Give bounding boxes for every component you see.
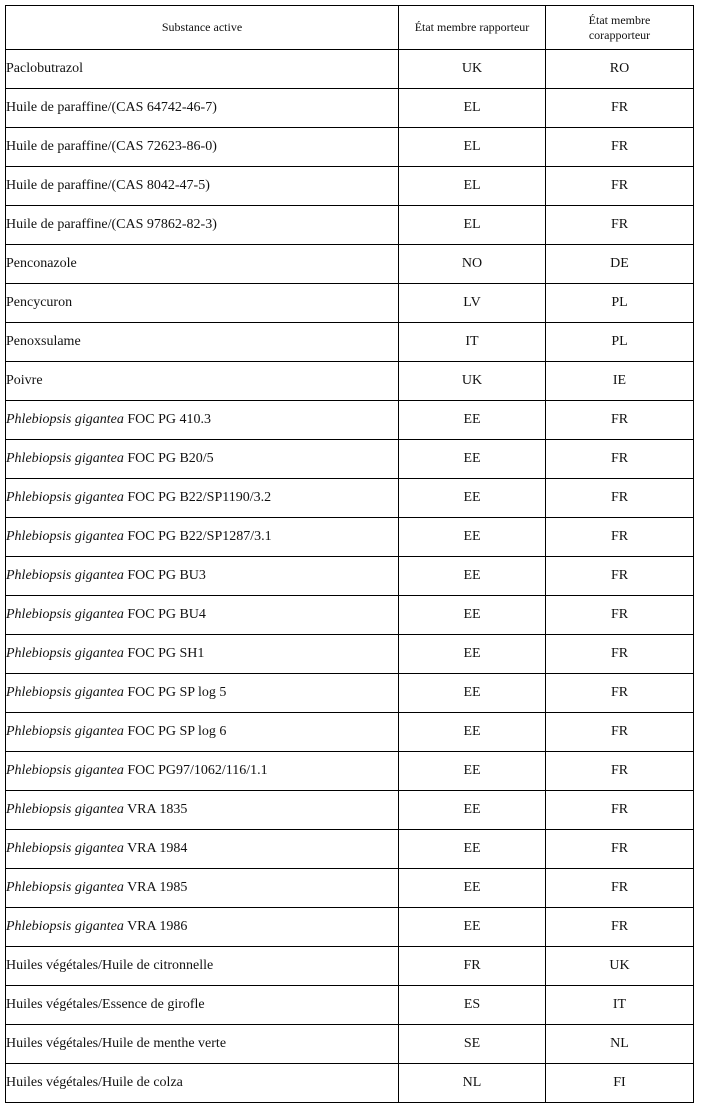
- substance-species: Phlebiopsis gigantea: [6, 802, 124, 817]
- substance-name: Paclobutrazol: [6, 61, 83, 76]
- substance-name: Penoxsulame: [6, 334, 81, 349]
- substance-species: Phlebiopsis gigantea: [6, 529, 124, 544]
- substance-name: Huile de paraffine/(CAS 8042-47-5): [6, 178, 210, 193]
- corapporteur-cell: DE: [546, 245, 694, 284]
- corapporteur-cell: FR: [546, 401, 694, 440]
- corapporteur-cell: FR: [546, 830, 694, 869]
- substance-cell: [6, 245, 399, 284]
- substance-name: Huile de paraffine/(CAS 64742-46-7): [6, 100, 217, 115]
- substance-cell: [6, 596, 399, 635]
- table-row: [6, 713, 694, 752]
- rapporteur-cell: EE: [399, 596, 546, 635]
- table-row: [6, 206, 694, 245]
- substance-cell: [6, 89, 399, 128]
- substance-cell: [6, 1025, 399, 1064]
- rapporteur-cell: IT: [399, 323, 546, 362]
- substance-name: Poivre: [6, 373, 43, 388]
- table-row: [6, 89, 694, 128]
- table-row: [6, 986, 694, 1025]
- corapporteur-cell: PL: [546, 284, 694, 323]
- rapporteur-cell: EL: [399, 89, 546, 128]
- table-row: [6, 362, 694, 401]
- corapporteur-cell: FR: [546, 206, 694, 245]
- table-row: [6, 674, 694, 713]
- substance-name: FOC PG 410.3: [123, 412, 211, 427]
- corapporteur-cell: FR: [546, 752, 694, 791]
- substance-name: Penconazole: [6, 256, 77, 271]
- substance-species: Phlebiopsis gigantea: [6, 763, 124, 778]
- table-row: [6, 947, 694, 986]
- rapporteur-cell: EL: [399, 206, 546, 245]
- header-rapporteur: État membre rapporteur: [399, 6, 546, 50]
- substance-cell: [6, 50, 399, 89]
- table-row: [6, 791, 694, 830]
- table-row: [6, 128, 694, 167]
- substance-species: Phlebiopsis gigantea: [6, 412, 124, 427]
- substance-cell: [6, 986, 399, 1025]
- rapporteur-cell: EE: [399, 908, 546, 947]
- substance-cell: [6, 518, 399, 557]
- rapporteur-cell: FR: [399, 947, 546, 986]
- substance-cell: [6, 323, 399, 362]
- substance-cell: [6, 791, 399, 830]
- rapporteur-cell: EE: [399, 557, 546, 596]
- substance-species: Phlebiopsis gigantea: [6, 607, 124, 622]
- substance-table: [5, 5, 694, 1103]
- corapporteur-cell: FR: [546, 713, 694, 752]
- substance-species: Phlebiopsis gigantea: [6, 451, 124, 466]
- corapporteur-cell: FR: [546, 596, 694, 635]
- substance-cell: [6, 908, 399, 947]
- corapporteur-cell: FI: [546, 1064, 694, 1103]
- table-row: [6, 1064, 694, 1103]
- substance-cell: [6, 284, 399, 323]
- corapporteur-cell: FR: [546, 908, 694, 947]
- rapporteur-cell: EE: [399, 674, 546, 713]
- rapporteur-cell: SE: [399, 1025, 546, 1064]
- table-row: [6, 557, 694, 596]
- table-row: [6, 869, 694, 908]
- header-corapporteur-line1: État membre: [588, 12, 651, 27]
- corapporteur-cell: RO: [546, 50, 694, 89]
- rapporteur-cell: EE: [399, 830, 546, 869]
- corapporteur-cell: FR: [546, 557, 694, 596]
- corapporteur-cell: FR: [546, 128, 694, 167]
- substance-name: Huiles végétales/Essence de girofle: [6, 997, 205, 1012]
- substance-cell: [6, 830, 399, 869]
- table-row: [6, 401, 694, 440]
- rapporteur-cell: EE: [399, 791, 546, 830]
- corapporteur-cell: FR: [546, 869, 694, 908]
- substance-cell: [6, 557, 399, 596]
- corapporteur-cell: FR: [546, 440, 694, 479]
- rapporteur-cell: EE: [399, 752, 546, 791]
- rapporteur-cell: EE: [399, 401, 546, 440]
- substance-species: Phlebiopsis gigantea: [6, 646, 124, 661]
- rapporteur-cell: ES: [399, 986, 546, 1025]
- substance-cell: [6, 128, 399, 167]
- corapporteur-cell: FR: [546, 674, 694, 713]
- substance-name: VRA 1985: [123, 880, 188, 895]
- rapporteur-cell: EE: [399, 479, 546, 518]
- substance-cell: [6, 1064, 399, 1103]
- substance-name: VRA 1835: [123, 802, 188, 817]
- substance-species: Phlebiopsis gigantea: [6, 490, 124, 505]
- rapporteur-cell: NL: [399, 1064, 546, 1103]
- substance-name: FOC PG B22/SP1190/3.2: [123, 490, 272, 505]
- table-row: [6, 479, 694, 518]
- substance-cell: [6, 947, 399, 986]
- table-row: [6, 596, 694, 635]
- substance-name: VRA 1986: [123, 919, 188, 934]
- corapporteur-cell: PL: [546, 323, 694, 362]
- substance-cell: [6, 674, 399, 713]
- rapporteur-cell: UK: [399, 362, 546, 401]
- substance-cell: [6, 479, 399, 518]
- corapporteur-cell: NL: [546, 1025, 694, 1064]
- table-body: [6, 50, 694, 1103]
- table-row: [6, 284, 694, 323]
- rapporteur-cell: EE: [399, 440, 546, 479]
- rapporteur-cell: LV: [399, 284, 546, 323]
- substance-name: FOC PG SP log 6: [123, 724, 227, 739]
- substance-species: Phlebiopsis gigantea: [6, 724, 124, 739]
- substance-name: Huile de paraffine/(CAS 72623-86-0): [6, 139, 217, 154]
- table-row: [6, 635, 694, 674]
- corapporteur-cell: IE: [546, 362, 694, 401]
- substance-name: FOC PG BU3: [123, 568, 206, 583]
- substance-cell: [6, 635, 399, 674]
- substance-cell: [6, 752, 399, 791]
- corapporteur-cell: FR: [546, 518, 694, 557]
- rapporteur-cell: NO: [399, 245, 546, 284]
- substance-name: Huile de paraffine/(CAS 97862-82-3): [6, 217, 217, 232]
- table-row: [6, 167, 694, 206]
- substance-cell: [6, 440, 399, 479]
- substance-species: Phlebiopsis gigantea: [6, 685, 124, 700]
- corapporteur-cell: FR: [546, 167, 694, 206]
- rapporteur-cell: EE: [399, 518, 546, 557]
- substance-name: FOC PG SP log 5: [123, 685, 227, 700]
- substance-name: VRA 1984: [123, 841, 188, 856]
- substance-name: FOC PG BU4: [123, 607, 206, 622]
- table-row: [6, 323, 694, 362]
- substance-name: Huiles végétales/Huile de citronnelle: [6, 958, 214, 973]
- substance-name: FOC PG SH1: [123, 646, 205, 661]
- table-row: [6, 1025, 694, 1064]
- rapporteur-cell: EL: [399, 128, 546, 167]
- header-corapporteur: [546, 6, 694, 50]
- rapporteur-cell: EL: [399, 167, 546, 206]
- substance-cell: [6, 401, 399, 440]
- substance-cell: [6, 713, 399, 752]
- header-substance: Substance active: [6, 6, 399, 50]
- substance-species: Phlebiopsis gigantea: [6, 841, 124, 856]
- rapporteur-cell: EE: [399, 713, 546, 752]
- substance-name: FOC PG97/1062/116/1.1: [123, 763, 268, 778]
- table-row: [6, 752, 694, 791]
- substance-cell: [6, 362, 399, 401]
- rapporteur-cell: EE: [399, 869, 546, 908]
- corapporteur-cell: IT: [546, 986, 694, 1025]
- header-corapporteur-line2: corapporteur: [588, 27, 651, 42]
- corapporteur-cell: FR: [546, 479, 694, 518]
- substance-cell: [6, 206, 399, 245]
- substance-name: Pencycuron: [6, 295, 73, 310]
- header-row: [6, 6, 694, 50]
- substance-name: Huiles végétales/Huile de menthe verte: [6, 1036, 227, 1051]
- table-row: [6, 245, 694, 284]
- substance-species: Phlebiopsis gigantea: [6, 568, 124, 583]
- substance-species: Phlebiopsis gigantea: [6, 919, 124, 934]
- substance-name: FOC PG B22/SP1287/3.1: [123, 529, 272, 544]
- table-row: [6, 50, 694, 89]
- rapporteur-cell: EE: [399, 635, 546, 674]
- corapporteur-cell: FR: [546, 791, 694, 830]
- substance-name: FOC PG B20/5: [123, 451, 214, 466]
- corapporteur-cell: FR: [546, 635, 694, 674]
- substance-cell: [6, 869, 399, 908]
- table-row: [6, 908, 694, 947]
- table-row: [6, 830, 694, 869]
- rapporteur-cell: UK: [399, 50, 546, 89]
- table-row: [6, 440, 694, 479]
- corapporteur-cell: FR: [546, 89, 694, 128]
- substance-species: Phlebiopsis gigantea: [6, 880, 124, 895]
- corapporteur-cell: UK: [546, 947, 694, 986]
- substance-name: Huiles végétales/Huile de colza: [6, 1075, 183, 1090]
- table-row: [6, 518, 694, 557]
- substance-cell: [6, 167, 399, 206]
